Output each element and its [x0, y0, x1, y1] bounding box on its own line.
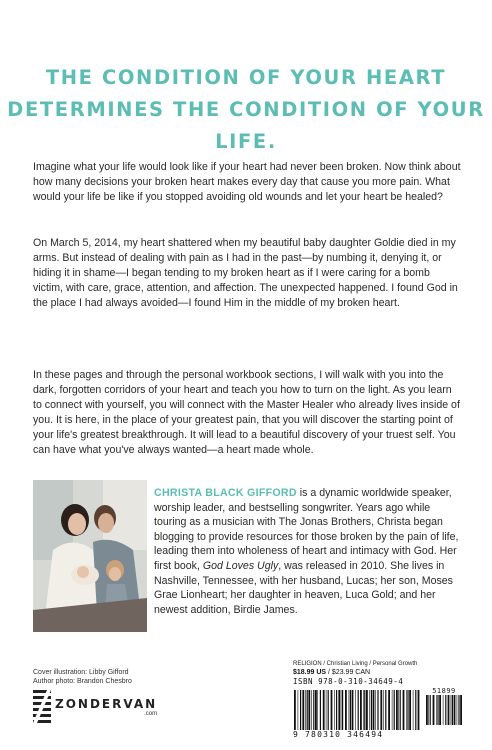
bio-text-1: is a dynamic worldwide speaker, worship leader, and bestselling songwriter. Years ago while touring as a musician with The Jonas Brothers, Christa began blogging to provide resources for those broken by the pain of life, leading them into wholeness of heart and intimacy with God. Her first book,	[154, 487, 459, 572]
headline	[0, 62, 492, 158]
paragraph-3-text: In these pages and through the personal workbook sections, I will walk with you into the dark, forgotten corridors of your heart and teach you how to turn on the light. As you learn to connect with yourself, you will connect with the Master Healer who already lives inside of you. It is here, in the place of your greatest pain, that you will discover the starting point of your life's greatest breakthrough. It will lead to a beautiful discovery of your truest self. You can have what you've always wanted—a heart made whole.	[33, 369, 460, 456]
author-photo-illustration	[33, 480, 147, 632]
credits	[33, 668, 132, 686]
addon-barcode	[425, 695, 463, 725]
headline-line-2: DETERMINES THE CONDITION OF YOUR LIFE.	[7, 98, 485, 153]
paragraph-2-text: On March 5, 2014, my heart shattered when my beautiful baby daughter Goldie died in my arms. But instead of dealing with pain as I had in the past—by numbing it, denying it, or hiding it in shame—I began tending to my broken heart as if I were caring for a bomb victim, with care, grace, attention, and affection. The unexpected happened. I found God in the place I had always avoided—I found Him in the middle of my broken heart.	[33, 237, 458, 309]
price-label	[293, 668, 467, 677]
cover-credit: Cover illustration: Libby Gifford	[33, 669, 129, 676]
zondervan-mark-icon	[33, 690, 51, 724]
paragraph-1	[33, 160, 461, 214]
paragraph-1-text: Imagine what your life would look like if your heart had never been broken. Now think about how many decisions your broken heart makes every day that cause you more pain. What would your life be like if you stopped avoiding old wounds and let your heart be healed?	[33, 161, 461, 203]
photo-credit: Author photo: Brandon Chesbro	[33, 678, 132, 685]
barcode-panel	[289, 660, 467, 742]
publisher-tld: .com	[144, 711, 158, 717]
paragraph-3	[33, 368, 461, 467]
headline-line-1: THE CONDITION OF YOUR HEART	[45, 66, 447, 89]
price-us: $18.99 US	[293, 669, 327, 676]
author-bio	[154, 486, 464, 617]
publisher-logo	[33, 690, 157, 724]
addon-number: 51899	[432, 687, 456, 695]
category-label: RELIGION / Christian Living / Personal Growth	[293, 661, 418, 667]
price-can: / $23.99 CAN	[326, 669, 371, 676]
bio-text-2: , was released in 2010. She lives in Nashville, Tennessee, with her husband, Lucas; her son, Moses Grae Lionheart; her daughter in heaven, Luca Gold; and her newest addition, Birdie James.	[154, 559, 453, 616]
isbn-barcode	[293, 690, 421, 730]
publisher-name: ZONDERVAN	[55, 697, 158, 711]
isbn-label: ISBN 978-0-310-34649-4	[293, 677, 404, 686]
paragraph-2	[33, 236, 461, 320]
book-title: God Loves Ugly	[202, 559, 279, 572]
author-photo	[33, 480, 147, 632]
barcode-digits: 9 780310 346494	[293, 730, 384, 739]
author-name: CHRISTA BLACK GIFFORD	[154, 487, 297, 499]
